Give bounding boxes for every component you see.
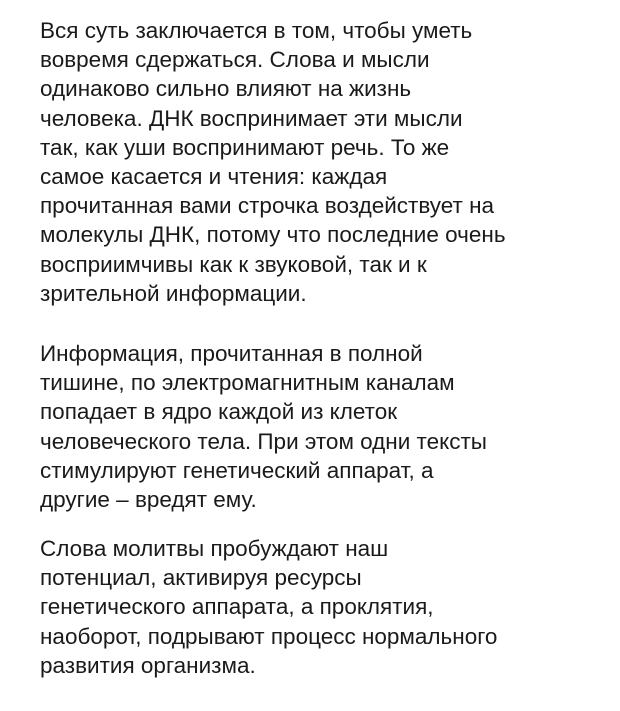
text-line: человеческого тела. При этом одни тексты bbox=[40, 428, 487, 454]
text-line: прочитанная вами строчка воздействует на bbox=[40, 193, 495, 219]
text-line: человека. ДНК воспринимает эти мысли bbox=[40, 105, 463, 131]
text-line: так, как уши воспринимают речь. То же bbox=[40, 134, 450, 160]
paragraph-2 bbox=[40, 339, 600, 514]
text-line: развития организма. bbox=[40, 652, 256, 678]
text-line: другие – вредят ему. bbox=[40, 487, 257, 513]
paragraph-3 bbox=[40, 534, 600, 680]
text-line: самое касается и чтения: каждая bbox=[40, 164, 388, 190]
text-line: зрительной информации. bbox=[40, 280, 307, 306]
text-line: потенциал, активируя ресурсы bbox=[40, 565, 362, 591]
text-line: стимулируют генетический аппарат, а bbox=[40, 457, 434, 483]
paragraph-1 bbox=[40, 16, 600, 308]
text-line: Вся суть заключается в том, чтобы уметь bbox=[40, 18, 473, 43]
text-line: генетического аппарата, а проклятия, bbox=[40, 594, 434, 620]
text-line: тишине, по электромагнитным каналам bbox=[40, 370, 455, 396]
text-line: попадает в ядро каждой из клеток bbox=[40, 399, 398, 425]
text-line: Слова молитвы пробуждают наш bbox=[40, 536, 389, 561]
text-line: вовремя сдержаться. Слова и мысли bbox=[40, 47, 430, 73]
text-line: молекулы ДНК, потому что последние очень bbox=[40, 222, 506, 248]
text-line: Информация, прочитанная в полной bbox=[40, 341, 423, 366]
text-line: наоборот, подрывают процесс нормального bbox=[40, 623, 498, 649]
text-line: восприимчивы как к звуковой, так и к bbox=[40, 251, 427, 277]
text-line: одинаково сильно влияют на жизнь bbox=[40, 76, 412, 102]
